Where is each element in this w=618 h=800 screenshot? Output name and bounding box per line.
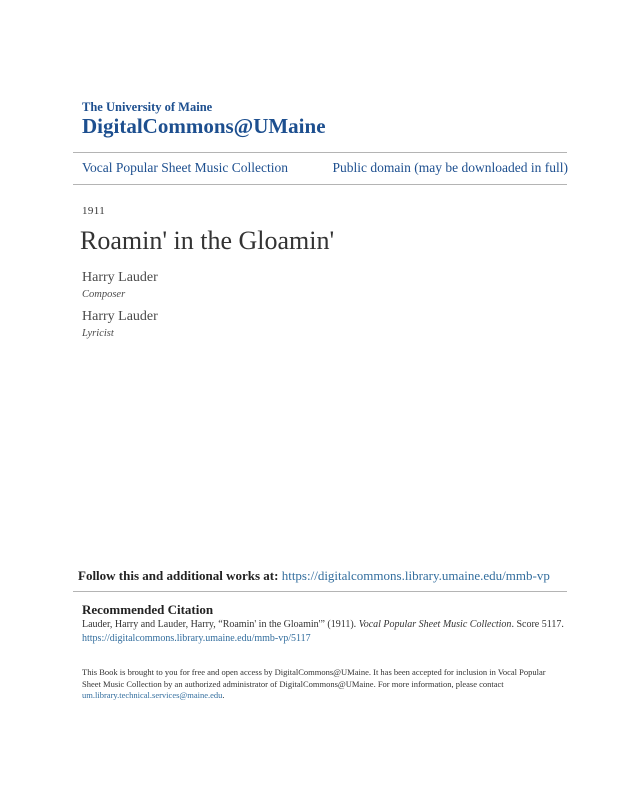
institution-name: The University of Maine [82,100,213,114]
collection-name: Vocal Popular Sheet Music Collection [82,160,288,175]
recommended-citation-heading: Recommended Citation [82,602,214,617]
divider-collection [73,184,567,185]
citation-score-number: . Score 5117. [511,619,564,630]
access-note: Public domain (may be downloaded in full) [332,160,568,175]
recommended-citation-body [74,618,576,646]
contributor-role: Composer [82,289,126,300]
repository-title: DigitalCommons@UMaine [82,114,326,138]
citation-text: Lauder, Harry and Lauder, Harry, “Roamin' in the Gloamin'” (1911). [82,619,359,630]
footer-access-note [74,667,564,702]
contributor-name: Harry Lauder [82,309,158,324]
citation-series-title: Vocal Popular Sheet Music Collection [358,619,512,630]
publication-year: 1911 [82,205,106,217]
footer-text: This Book is brought to you for free and open access by DigitalCommons@UMaine. It has been accepted for inclusion in Vocal Popular Sheet Music Collection by an authorized administrator of DigitalCommons@UMaine. For more information, please contact [82,667,546,689]
contributor-composer [74,270,576,301]
footer-suffix: . [222,690,225,700]
contributor-role: Lyricist [82,328,114,339]
contributor-name: Harry Lauder [82,270,158,285]
follow-works-label: Follow this and additional works at: [78,568,282,583]
citation-url-link[interactable]: https://digitalcommons.library.umaine.edu/mmb-vp/5117 [82,633,311,644]
contributor-lyricist [74,309,576,340]
divider-top [73,152,567,153]
contact-email-link[interactable]: um.library.technical.services@maine.edu [82,690,223,700]
work-title: Roamin' in the Gloamin' [80,226,335,255]
collection-url-link[interactable]: https://digitalcommons.library.umaine.edu/mmb-vp [281,568,550,583]
follow-works-line [74,568,572,584]
collection-bar [74,160,568,176]
divider-citation [73,591,567,592]
